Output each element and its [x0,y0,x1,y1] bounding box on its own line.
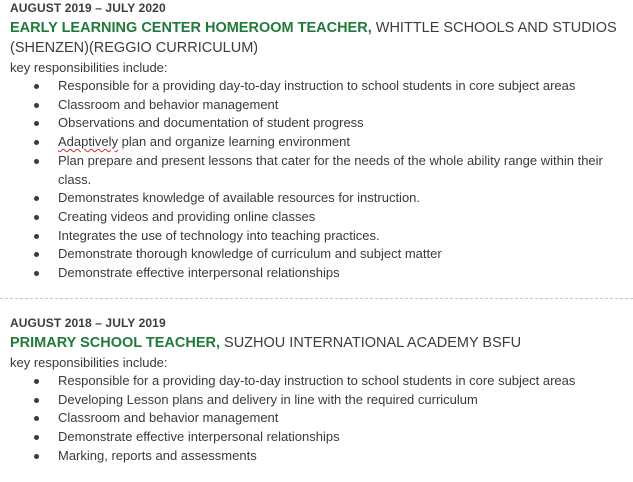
bullet-icon [34,252,39,257]
list-item-text: Demonstrate effective interpersonal relationships [58,265,340,281]
list-item [10,208,630,227]
list-item [10,391,630,410]
list-item [10,77,630,96]
job-employer: SUZHOU INTERNATIONAL ACADEMY BSFU [220,335,522,351]
responsibilities-intro: key responsibilities include: [10,355,168,370]
spellcheck-flagged-word[interactable]: Adaptively [58,134,118,150]
list-item-text: Demonstrates knowledge of available resources for instruction. [58,190,421,206]
list-item-text: plan and organize learning environment [117,134,350,150]
job-role: PRIMARY SCHOOL TEACHER, [10,335,221,351]
bullet-icon [34,454,39,459]
bullet-icon [34,271,39,276]
job-role: EARLY LEARNING CENTER HOMEROOM TEACHER, [10,20,372,36]
list-item-text: Observations and documentation of student progress [58,115,364,131]
responsibilities-intro: key responsibilities include: [10,60,168,75]
list-item [10,447,630,466]
list-item-text: Responsible for a providing day-to-day instruction to school students in core subject areas [58,78,576,93]
list-item [10,114,630,133]
list-item-text: Plan prepare and present lessons that cater for the needs of the whole ability range within their class. [58,152,603,187]
bullet-icon [34,435,39,440]
bullet-icon [34,84,39,89]
list-item-text: Responsible for a providing day-to-day instruction to school students in core subject areas [58,373,576,388]
list-item [10,372,630,391]
job-entry-1 [10,0,630,283]
bullet-icon [34,103,39,108]
list-item [10,133,630,152]
job-employer: WHITTLE SCHOOLS AND STUDIOS (SHENZEN)(REGGIO CURRICULUM) [10,20,617,56]
list-item-text: Developing Lesson plans and delivery in line with the required curriculum [58,391,478,407]
bullet-icon [34,379,39,384]
list-item-text: Integrates the use of technology into teaching practices. [58,227,380,243]
bullet-icon [34,215,39,220]
bullet-icon [34,416,39,421]
bullet-icon [34,159,39,164]
list-item-text: Demonstrate thorough knowledge of curriculum and subject matter [58,246,442,262]
bullet-icon [34,196,39,201]
list-item-text: Creating videos and providing online classes [58,208,316,224]
list-item [10,189,630,208]
list-item-text: Marking, reports and assessments [58,447,257,463]
list-item [10,227,630,246]
list-item [10,264,630,283]
list-item-text: Demonstrate effective interpersonal relationships [58,429,340,445]
list-item [10,245,630,264]
bullet-icon [34,398,39,403]
list-item [10,152,630,189]
responsibilities-list [10,77,630,283]
list-item [10,428,630,447]
job-dates: AUGUST 2019 – JULY 2020 [10,1,166,15]
list-item [10,409,630,428]
list-item [10,96,630,115]
list-item-text: Classroom and behavior management [58,410,279,426]
section-divider [0,298,633,299]
list-item-text: Classroom and behavior management [58,96,279,112]
job-title-line [10,18,630,58]
bullet-icon [34,121,39,126]
job-entry-2 [10,315,630,466]
bullet-icon [34,234,39,239]
bullet-icon [34,140,39,145]
job-title-line [10,333,630,353]
job-dates: AUGUST 2018 – JULY 2019 [10,316,166,330]
responsibilities-list [10,372,630,466]
